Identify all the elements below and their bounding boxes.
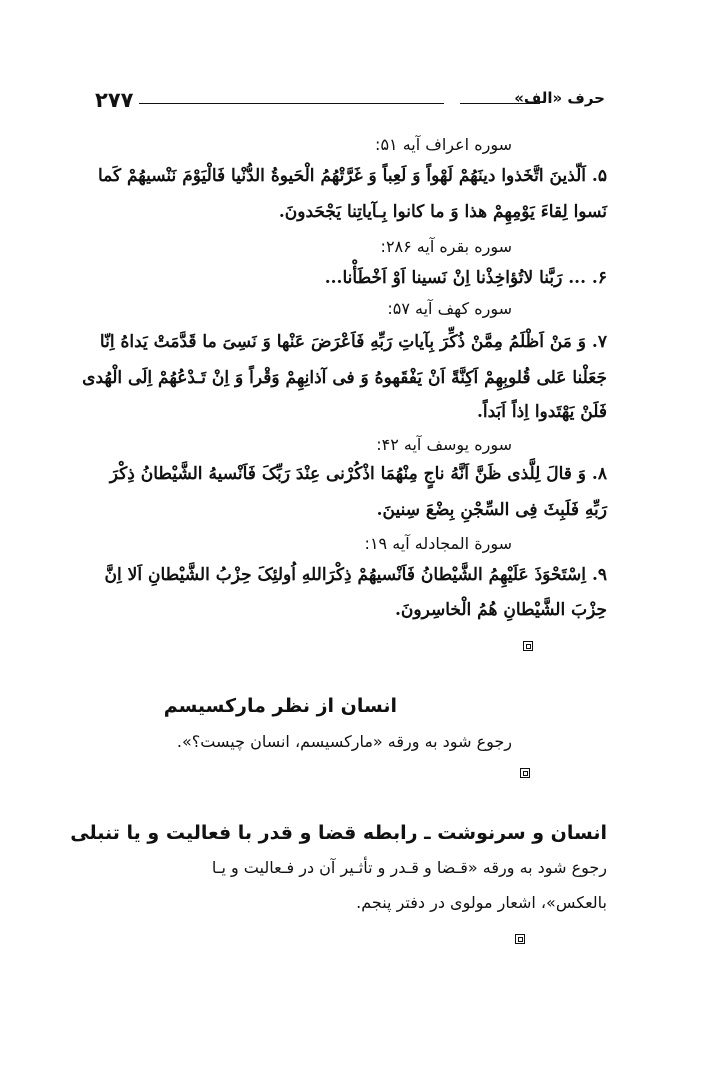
verse-5-line-1: ۵. اَلّذینَ اتَّخَذوا دینَهُمْ لَهْواً وَ لَعِباً وَ غَرَّتْهُمُ الْحَیوةُ الدُّنْیا فَالْیَوْمَ نَنْسیهُمْ کَما <box>97 166 607 186</box>
entry-heading-destiny: انسان و سرنوشت ـ رابطه قضا و قدر با فعالیت و یا تنبلی <box>70 822 607 844</box>
page-number: ۲۷۷ <box>95 88 134 112</box>
source-label-yusuf: سوره یوسف آیه ۴۲: <box>376 435 512 454</box>
verse-8-line-2: رَبِّهِ فَلَبِثَ فِی السِّجْنِ بِضْعَ سِنینَ. <box>376 500 607 520</box>
source-label-baqarah: سوره بقره آیه ۲۸۶: <box>380 237 512 256</box>
section-end-mark <box>515 934 525 944</box>
section-end-mark <box>523 641 533 651</box>
source-label-kahf: سوره کهف آیه ۵۷: <box>387 299 512 318</box>
verse-9-line-1: ۹. اِسْتَحْوَذَ عَلَیْهِمُ الشَّیْطانُ فَاَنْسیهُمْ ذِکْرَاللهِ اُولئِکَ حِزْبُ الشَّیْطانِ اَلا اِنَّ <box>104 565 607 585</box>
verse-6-line-1: ۶. ... رَبَّنا لاتُؤاخِذْنا اِنْ نَسینا اَوْ اَخْطَأْنا... <box>324 268 607 288</box>
verse-7-line-2: جَعَلْنا عَلی قُلوبِهِمْ اَکِنَّةً اَنْ یَفْقَهوهُ وَ فی آذانِهِمْ وَقْراً وَ اِنْ تَـدْعُهُمْ اِلَی الْهُدی <box>82 368 607 388</box>
page-header <box>95 86 605 116</box>
entry-text-destiny-line-2: بالعکس»، اشعار مولوی در دفتر پنجم. <box>356 893 607 912</box>
entry-text-marxism: رجوع شود به ورقه «مارکسیسم، انسان چیست؟». <box>176 732 512 751</box>
source-label-mujadilah: سورة المجادله آیه ۱۹: <box>364 534 512 553</box>
verse-7-line-3: فَلَنْ یَهْتَدوا اِذاً اَبَداً. <box>476 402 607 422</box>
entry-text-destiny-line-1: رجوع شود به ورقه «قـضا و قـدر و تأثـیر آن در فـعالیت و یـا <box>211 858 607 877</box>
header-rule-left <box>139 103 444 104</box>
verse-9-line-2: حِزْبَ الشَّیْطانِ هُمُ الْخاسِرونَ. <box>394 600 607 620</box>
verse-7-line-1: ۷. وَ مَنْ اَظْلَمُ مِمَّنْ ذُکِّرَ بِآیاتِ رَبِّهِ فَاَعْرَضَ عَنْها وَ نَسِیَ ما قَدَّمَتْ یَداهُ اِنّا <box>99 332 607 352</box>
entry-heading-marxism: انسان از نظر مارکسیسم <box>163 695 397 717</box>
verse-8-line-1: ۸. وَ قالَ لِلَّذی ظَنَّ اَنَّهُ ناجٍ مِنْهُمَا اذْکُرْنی عِنْدَ رَبِّکَ فَاَنْسیهُ الشَّیْطانُ ذِکْرَ <box>109 464 607 484</box>
section-end-mark <box>520 768 530 778</box>
verse-5-line-2: نَسوا لِقاءَ یَوْمِهِمْ هذا وَ ما کانوا بِـآیاتِنا یَجْحَدونَ. <box>278 202 607 222</box>
running-head: حرف «الف» <box>514 89 605 107</box>
source-label-araf: سوره اعراف آیه ۵۱: <box>375 135 512 154</box>
